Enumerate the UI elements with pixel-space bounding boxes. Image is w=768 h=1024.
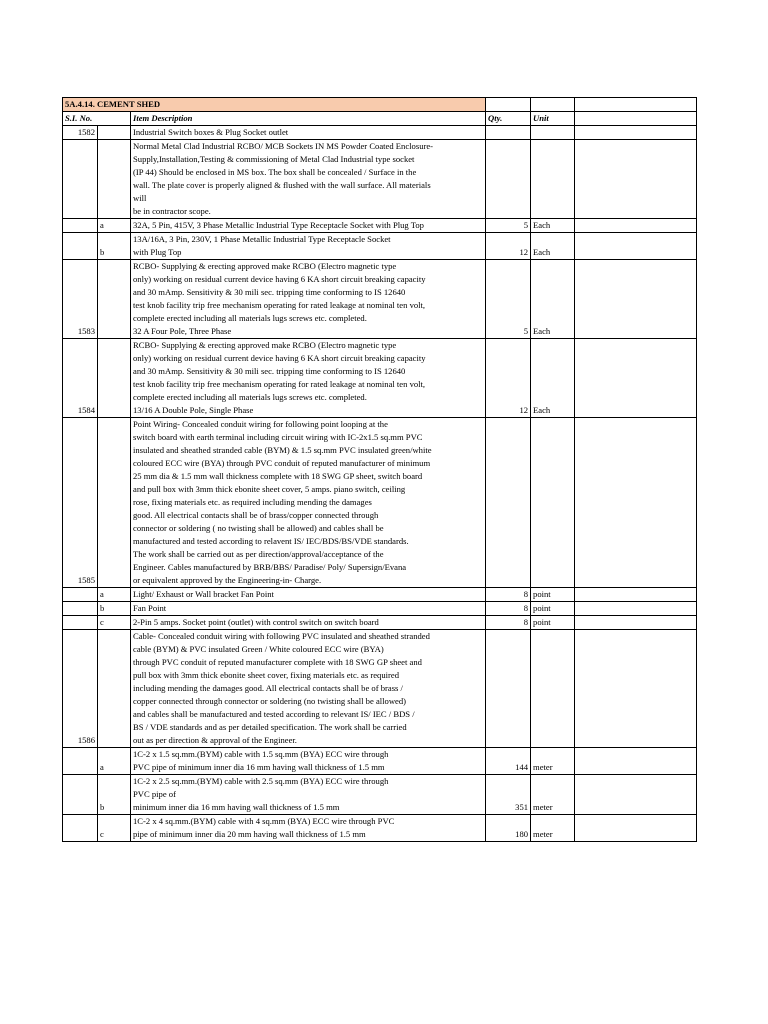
quantity-cell: 12 — [486, 339, 531, 418]
table-row — [63, 588, 697, 602]
item-description-cell: Fan Point — [131, 602, 486, 616]
header-extra — [575, 112, 697, 126]
quantity-cell: 180 — [486, 815, 531, 842]
extra-cell — [575, 126, 697, 140]
serial-number-cell: 1585 — [63, 418, 98, 588]
table-row — [63, 602, 697, 616]
serial-number-cell — [63, 219, 98, 233]
table-row — [63, 418, 697, 588]
unit-cell: Each — [531, 219, 575, 233]
extra-cell — [575, 418, 697, 588]
item-description-cell: Cable- Concealed conduit wiring with following PVC insulated and sheathed stranded cable (BYM) & PVC insulated Green / White coloured ECC wire (BYA) through PVC conduit of reputed manufacturer complete with 18 SWG GP sheet and pull box with 3mm thick ebonite sheet cover, fixing materials etc. as required including mending the damages good. All electrical contacts shall be of brass / copper connected through connector or soldering (no twisting shall be allowed) and cables shall be manufactured and tested according to relevant IS/ IEC / BDS / BS / VDE standards and as per detailed specification. The work shall be carried out as per direction & approval of the Engineer. — [131, 630, 486, 748]
table-row — [63, 126, 697, 140]
sub-item-cell — [98, 630, 131, 748]
extra-cell — [575, 219, 697, 233]
header-item-description: Item Description — [131, 112, 486, 126]
boq-table — [62, 97, 697, 842]
table-row — [63, 219, 697, 233]
serial-number-cell — [63, 233, 98, 260]
serial-number-cell: 1584 — [63, 339, 98, 418]
table-row — [63, 815, 697, 842]
unit-cell — [531, 418, 575, 588]
unit-cell: point — [531, 602, 575, 616]
header-sl-no: S.I. No. — [63, 112, 131, 126]
quantity-cell — [486, 418, 531, 588]
serial-number-cell — [63, 775, 98, 815]
sub-item-cell: c — [98, 815, 131, 842]
table-row — [63, 339, 697, 418]
table-row — [63, 630, 697, 748]
quantity-cell: 8 — [486, 602, 531, 616]
unit-cell: meter — [531, 748, 575, 775]
header-qty: Qty. — [486, 112, 531, 126]
extra-cell — [575, 602, 697, 616]
table-row — [63, 748, 697, 775]
unit-cell: Each — [531, 233, 575, 260]
unit-cell: point — [531, 588, 575, 602]
quantity-cell — [486, 630, 531, 748]
item-description-cell: Industrial Switch boxes & Plug Socket outlet — [131, 126, 486, 140]
serial-number-cell — [63, 140, 98, 219]
quantity-cell: 5 — [486, 219, 531, 233]
sub-item-cell: c — [98, 616, 131, 630]
sub-item-cell: b — [98, 233, 131, 260]
unit-cell: meter — [531, 775, 575, 815]
quantity-cell: 5 — [486, 260, 531, 339]
item-description-cell: Point Wiring- Concealed conduit wiring for following point looping at the switch board with earth terminal including circuit wiring with IC-2x1.5 sq.mm PVC insulated and sheathed stranded cable (BYM) & 1.5 sq.mm PVC insulated green/white coloured ECC wire (BYA) through PVC conduit of reputed manufacturer of minimum 25 mm dia & 1.5 mm wall thickness complete with 18 SWG GP sheet, switch board and pull box with 3mm thick ebonite sheet cover, 5 amps. piano switch, ceiling rose, fixing materials etc. as required including mending the damages good. All electrical contacts shall be of brass/copper connected through connector or soldering ( no twisting shall be allowed) and cables shall be manufactured and tested according to relavent IS/ IEC/BDS/BS/VDE standards. The work shall be carried out as per direction/approval/acceptance of the Engineer. Cables manufactured by BRB/BBS/ Paradise/ Poly/ Supersign/Evana or equivalent approved by the Engineering-in- Charge. — [131, 418, 486, 588]
serial-number-cell — [63, 748, 98, 775]
sub-item-cell: b — [98, 602, 131, 616]
section-title-row — [63, 98, 697, 112]
sub-item-cell: a — [98, 588, 131, 602]
unit-cell: point — [531, 616, 575, 630]
extra-cell — [575, 339, 697, 418]
serial-number-cell: 1586 — [63, 630, 98, 748]
unit-cell — [531, 630, 575, 748]
quantity-cell — [486, 126, 531, 140]
quantity-cell: 351 — [486, 775, 531, 815]
quantity-cell: 8 — [486, 588, 531, 602]
serial-number-cell: 1583 — [63, 260, 98, 339]
title-extra-cell — [575, 98, 697, 112]
item-description-cell: 1C-2 x 1.5 sq.mm.(BYM) cable with 1.5 sq.mm (BYA) ECC wire through PVC pipe of minimum inner dia 16 mm having wall thickness of 1.5 mm — [131, 748, 486, 775]
sub-item-cell — [98, 339, 131, 418]
sub-item-cell — [98, 140, 131, 219]
extra-cell — [575, 775, 697, 815]
extra-cell — [575, 815, 697, 842]
extra-cell — [575, 630, 697, 748]
table-row — [63, 140, 697, 219]
item-description-cell: 13A/16A, 3 Pin, 230V, 1 Phase Metallic Industrial Type Receptacle Socket with Plug Top — [131, 233, 486, 260]
sub-item-cell — [98, 418, 131, 588]
extra-cell — [575, 140, 697, 219]
header-row — [63, 112, 697, 126]
item-description-cell: Light/ Exhaust or Wall bracket Fan Point — [131, 588, 486, 602]
extra-cell — [575, 616, 697, 630]
quantity-cell: 12 — [486, 233, 531, 260]
item-description-cell: RCBO- Supplying & erecting approved make RCBO (Electro magnetic type only) working on residual current device having 6 KA short circuit breaking capacity and 30 mAmp. Sensitivity & 30 mili sec. tripping time conforming to IS 12640 test knob facility trip free mechanism operating for rated leakage at nominal ten volt, complete erected including all materials lugs screws etc. completed. 32 A Four Pole, Three Phase — [131, 260, 486, 339]
table-row — [63, 260, 697, 339]
item-description-cell: 32A, 5 Pin, 415V, 3 Phase Metallic Industrial Type Receptacle Socket with Plug Top — [131, 219, 486, 233]
item-description-cell: 1C-2 x 2.5 sq.mm.(BYM) cable with 2.5 sq.mm (BYA) ECC wire through PVC pipe of minimum inner dia 16 mm having wall thickness of 1.5 mm — [131, 775, 486, 815]
unit-cell: meter — [531, 815, 575, 842]
item-description-cell: RCBO- Supplying & erecting approved make RCBO (Electro magnetic type only) working on residual current device having 6 KA short circuit breaking capacity and 30 mAmp. Sensitivity & 30 mili sec. tripping time conforming to IS 12640 test knob facility trip free mechanism operating for rated leakage at nominal ten volt, complete erected including all materials lugs screws etc. completed. 13/16 A Double Pole, Single Phase — [131, 339, 486, 418]
sub-item-cell: a — [98, 748, 131, 775]
unit-cell: Each — [531, 339, 575, 418]
quantity-cell — [486, 140, 531, 219]
boq-table-body — [63, 98, 697, 842]
unit-cell: Each — [531, 260, 575, 339]
serial-number-cell — [63, 602, 98, 616]
sub-item-cell — [98, 126, 131, 140]
extra-cell — [575, 260, 697, 339]
table-row — [63, 616, 697, 630]
title-qty-cell — [486, 98, 531, 112]
extra-cell — [575, 588, 697, 602]
quantity-cell: 144 — [486, 748, 531, 775]
item-description-cell: Normal Metal Clad Industrial RCBO/ MCB Sockets IN MS Powder Coated Enclosure- Supply,Installation,Testing & commissioning of Metal Clad Industrial type socket (IP 44) Should be enclosed in MS box. The box shall be concealed / Surface in the wall. The plate cover is properly aligned & flushed with the wall surface. All materials will be in contractor scope. — [131, 140, 486, 219]
sub-item-cell: b — [98, 775, 131, 815]
extra-cell — [575, 748, 697, 775]
title-unit-cell — [531, 98, 575, 112]
table-row — [63, 775, 697, 815]
serial-number-cell — [63, 815, 98, 842]
unit-cell — [531, 140, 575, 219]
extra-cell — [575, 233, 697, 260]
quantity-cell: 8 — [486, 616, 531, 630]
item-description-cell: 2-Pin 5 amps. Socket point (outlet) with control switch on switch board — [131, 616, 486, 630]
serial-number-cell: 1582 — [63, 126, 98, 140]
sub-item-cell — [98, 260, 131, 339]
table-row — [63, 233, 697, 260]
unit-cell — [531, 126, 575, 140]
item-description-cell: 1C-2 x 4 sq.mm.(BYM) cable with 4 sq.mm (BYA) ECC wire through PVC pipe of minimum inner dia 20 mm having wall thickness of 1.5 mm — [131, 815, 486, 842]
serial-number-cell — [63, 616, 98, 630]
section-title: 5A.4.14. CEMENT SHED — [63, 98, 486, 112]
header-unit: Unit — [531, 112, 575, 126]
serial-number-cell — [63, 588, 98, 602]
sub-item-cell: a — [98, 219, 131, 233]
